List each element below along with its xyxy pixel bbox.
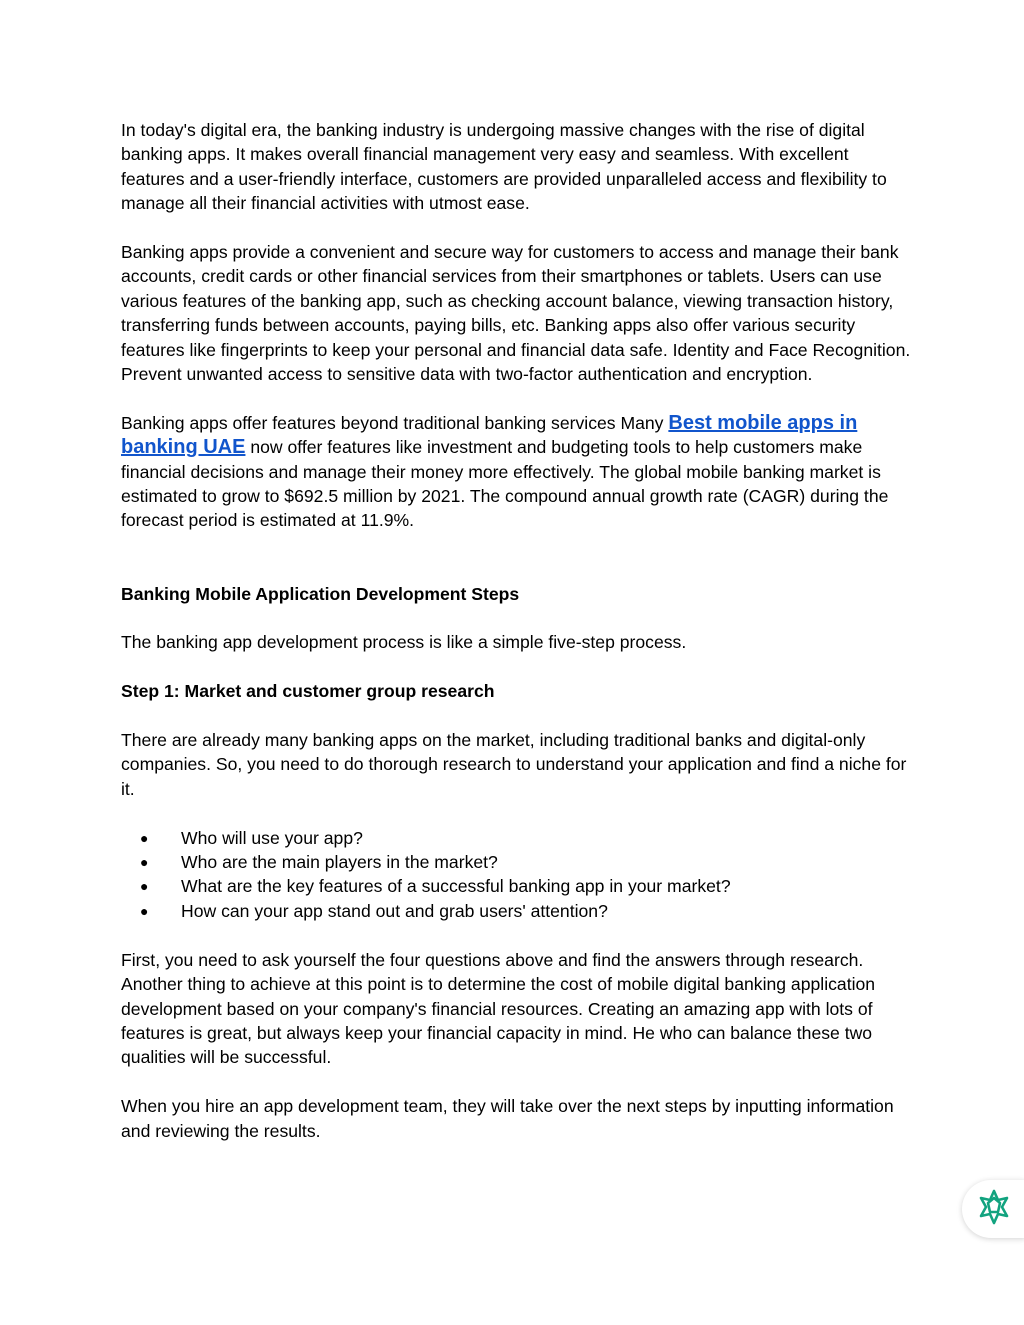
intro-paragraph: In today's digital era, the banking industry is undergoing massive changes with the rise of digital banking apps. It makes overall financial management very easy and seamless. With excellent features and a user-friendly interface, customers are provided unparalleled access and flexibility to manage all their financial activities with utmost ease. [121, 120, 887, 214]
bullet-icon: ● [140, 829, 149, 846]
beyond-paragraph [121, 411, 911, 533]
hire-paragraph: When you hire an app development team, they will take over the next steps by inputting information and reviewing the results. [121, 1096, 894, 1141]
list-item-text: Who will use your app? [181, 827, 363, 848]
assistant-star-icon [974, 1187, 1014, 1232]
beyond-text-before-link: Banking apps offer features beyond traditional banking services Many [121, 412, 669, 433]
assistant-button[interactable] [962, 1180, 1024, 1238]
step1-heading: Step 1: Market and customer group research [121, 681, 495, 702]
bullet-icon: ● [140, 878, 149, 895]
list-item [121, 899, 911, 923]
document-page [121, 118, 911, 1143]
step1-paragraph: There are already many banking apps on the market, including traditional banks and digital-only companies. So, you need to do thorough research to understand your application and find a niche for it. [121, 730, 907, 799]
list-item [121, 826, 911, 850]
questions-list [121, 826, 911, 924]
list-item-text: How can your app stand out and grab users' attention? [181, 900, 608, 921]
beyond-text-after-link: now offer features like investment and budgeting tools to help customers make financial decisions and manage their money more effectively. The global mobile banking market is estimated to grow to $692.5 million by 2021. The compound annual growth rate (CAGR) during the forecast period is estimated at 11.9%. [121, 437, 889, 531]
bullet-icon: ● [140, 854, 149, 871]
list-item-text: What are the key features of a successful banking app in your market? [181, 876, 731, 897]
research-paragraph: First, you need to ask yourself the four questions above and find the answers through research. Another thing to achieve at this point is to determine the cost of mobile digital banking application development based on your company's financial resources. Creating an amazing app with lots of features is great, but always keep your financial capacity in mind. He who can balance these two qualities will be successful. [121, 949, 876, 1068]
list-item [121, 874, 911, 898]
features-paragraph: Banking apps provide a convenient and secure way for customers to access and manage their bank accounts, credit cards or other financial services from their smartphones or tablets. Users can use various features of the banking app, such as checking account balance, viewing transaction history, transferring funds between accounts, paying bills, etc. Banking apps also offer various security features like fingerprints to keep your personal and financial data safe. Identity and Face Recognition. Prevent unwanted access to sensitive data with two-factor authentication and encryption. [121, 242, 911, 385]
section-heading: Banking Mobile Application Development Steps [121, 583, 520, 604]
best-mobile-apps-link[interactable]: Best mobile apps in banking UAE [121, 411, 858, 459]
bullet-icon: ● [140, 902, 149, 919]
list-item-text: Who are the main players in the market? [181, 852, 498, 873]
list-item [121, 850, 911, 874]
process-intro: The banking app development process is like a simple five-step process. [121, 632, 687, 653]
